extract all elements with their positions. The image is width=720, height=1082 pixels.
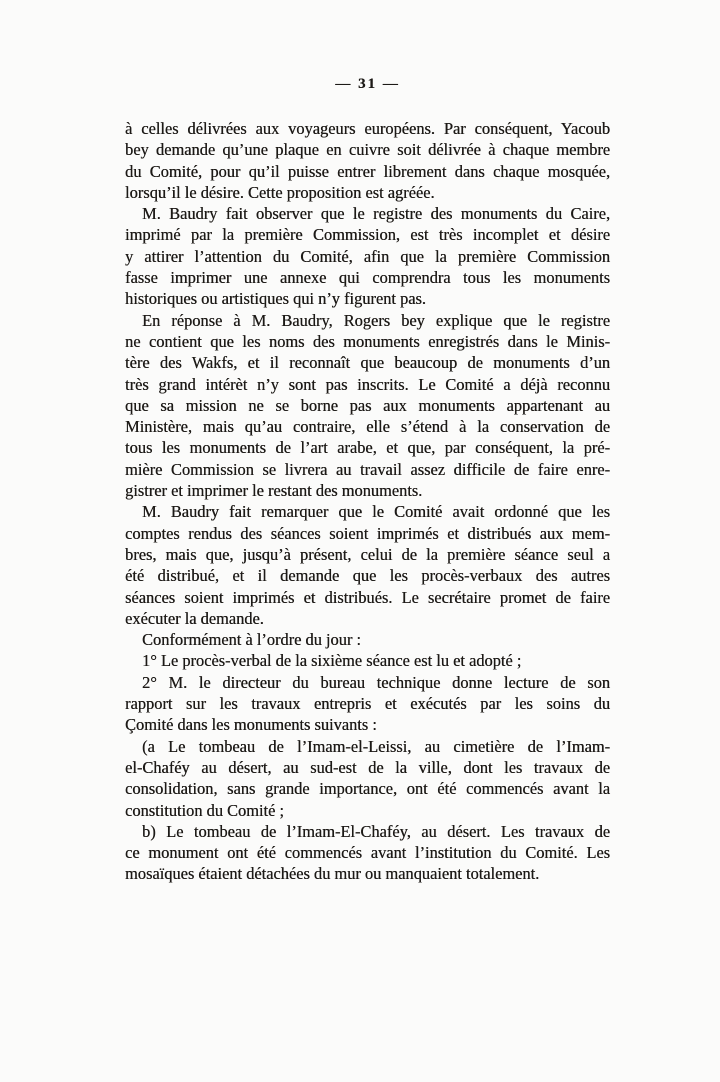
text-line: imprimé par la première Commission, est très incomplet et désire xyxy=(125,225,610,245)
text-line: ce monument ont été commencés avant l’institution du Comité. Les xyxy=(125,843,610,863)
text-line: b) Le tombeau de l’Imam-El-Chaféy, au désert. Les travaux de xyxy=(142,821,610,841)
paragraph xyxy=(125,118,610,203)
text-line: 1° Le procès-verbal de la sixième séance est lu et adopté ; xyxy=(142,651,522,671)
text-line: que sa mission ne se borne pas aux monuments appartenant au xyxy=(125,395,610,415)
text-line: consolidation, sans grande importance, ont été commencés avant la xyxy=(125,779,610,799)
text-line: (a Le tombeau de l’Imam-el-Leissi, au cimetière de l’Imam- xyxy=(142,736,610,756)
text-line: y attirer l’attention du Comité, afin que la première Commission xyxy=(125,246,610,266)
paragraph xyxy=(125,650,610,671)
text-line: el-Chaféy au désert, au sud-est de la ville, dont les travaux de xyxy=(125,757,610,777)
text-line: Ministère, mais qu’au contraire, elle s’étend à la conservation de xyxy=(125,417,610,437)
paragraph xyxy=(125,501,610,629)
text-line: été distribué, et il demande que les procès-verbaux des autres xyxy=(125,566,610,586)
paragraph xyxy=(125,672,610,736)
text-line: comptes rendus des séances soient imprimés et distribués aux mem- xyxy=(125,523,610,543)
text-line: M. Baudry fait observer que le registre des monuments du Caire, xyxy=(142,204,610,224)
paragraph xyxy=(125,821,610,885)
page-number: — 31 — xyxy=(335,76,400,92)
paragraph xyxy=(125,736,610,821)
text-line: lorsqu’il le désire. Cette proposition est agréée. xyxy=(125,182,435,202)
text-line: tous les monuments de l’art arabe, et que, par conséquent, la pré- xyxy=(125,438,610,458)
text-line: En réponse à M. Baudry, Rogers bey explique que le registre xyxy=(142,310,610,330)
text-line: Çomité dans les monuments suivants : xyxy=(125,715,377,735)
paragraph xyxy=(125,310,610,502)
text-line: à celles délivrées aux voyageurs européens. Par conséquent, Yacoub xyxy=(125,119,610,138)
text-line: bres, mais que, jusqu’à présent, celui de la première séance seul a xyxy=(125,544,610,564)
text-line: tère des Wakfs, et il reconnaît que beaucoup de monuments d’un xyxy=(125,353,610,373)
text-line: du Comité, pour qu’il puisse entrer librement dans chaque mosquée, xyxy=(125,161,610,181)
text-line: gistrer et imprimer le restant des monuments. xyxy=(125,481,423,501)
text-line: mière Commission se livrera au travail assez difficile de faire enre- xyxy=(125,459,610,479)
text-line: fasse imprimer une annexe qui comprendra tous les monuments xyxy=(125,268,610,288)
text-line: 2° M. le directeur du bureau technique donne lecture de son xyxy=(142,672,610,692)
text-line: Conformément à l’ordre du jour : xyxy=(142,630,361,650)
text-block xyxy=(125,118,610,885)
text-line: rapport sur les travaux entrepris et exécutés par les soins du xyxy=(125,694,610,714)
text-line: très grand intérèt n’y sont pas inscrits. Le Comité a déjà reconnu xyxy=(125,374,610,394)
text-line: mosaïques étaient détachées du mur ou manquaient totalement. xyxy=(125,864,540,884)
text-line: bey demande qu’une plaque en cuivre soit délivrée à chaque membre xyxy=(125,140,610,160)
text-line: ne contient que les noms des monuments enregistrés dans le Minis- xyxy=(125,331,610,351)
paragraph xyxy=(125,203,610,309)
text-line: constitution du Comité ; xyxy=(125,800,284,820)
text-line: exécuter la demande. xyxy=(125,608,264,628)
paragraph xyxy=(125,629,610,650)
text-line: historiques ou artistiques qui n’y figurent pas. xyxy=(125,289,426,309)
text-line: séances soient imprimés et distribués. Le secrétaire promet de faire xyxy=(125,587,610,607)
text-line: M. Baudry fait remarquer que le Comité avait ordonné que les xyxy=(142,502,610,522)
